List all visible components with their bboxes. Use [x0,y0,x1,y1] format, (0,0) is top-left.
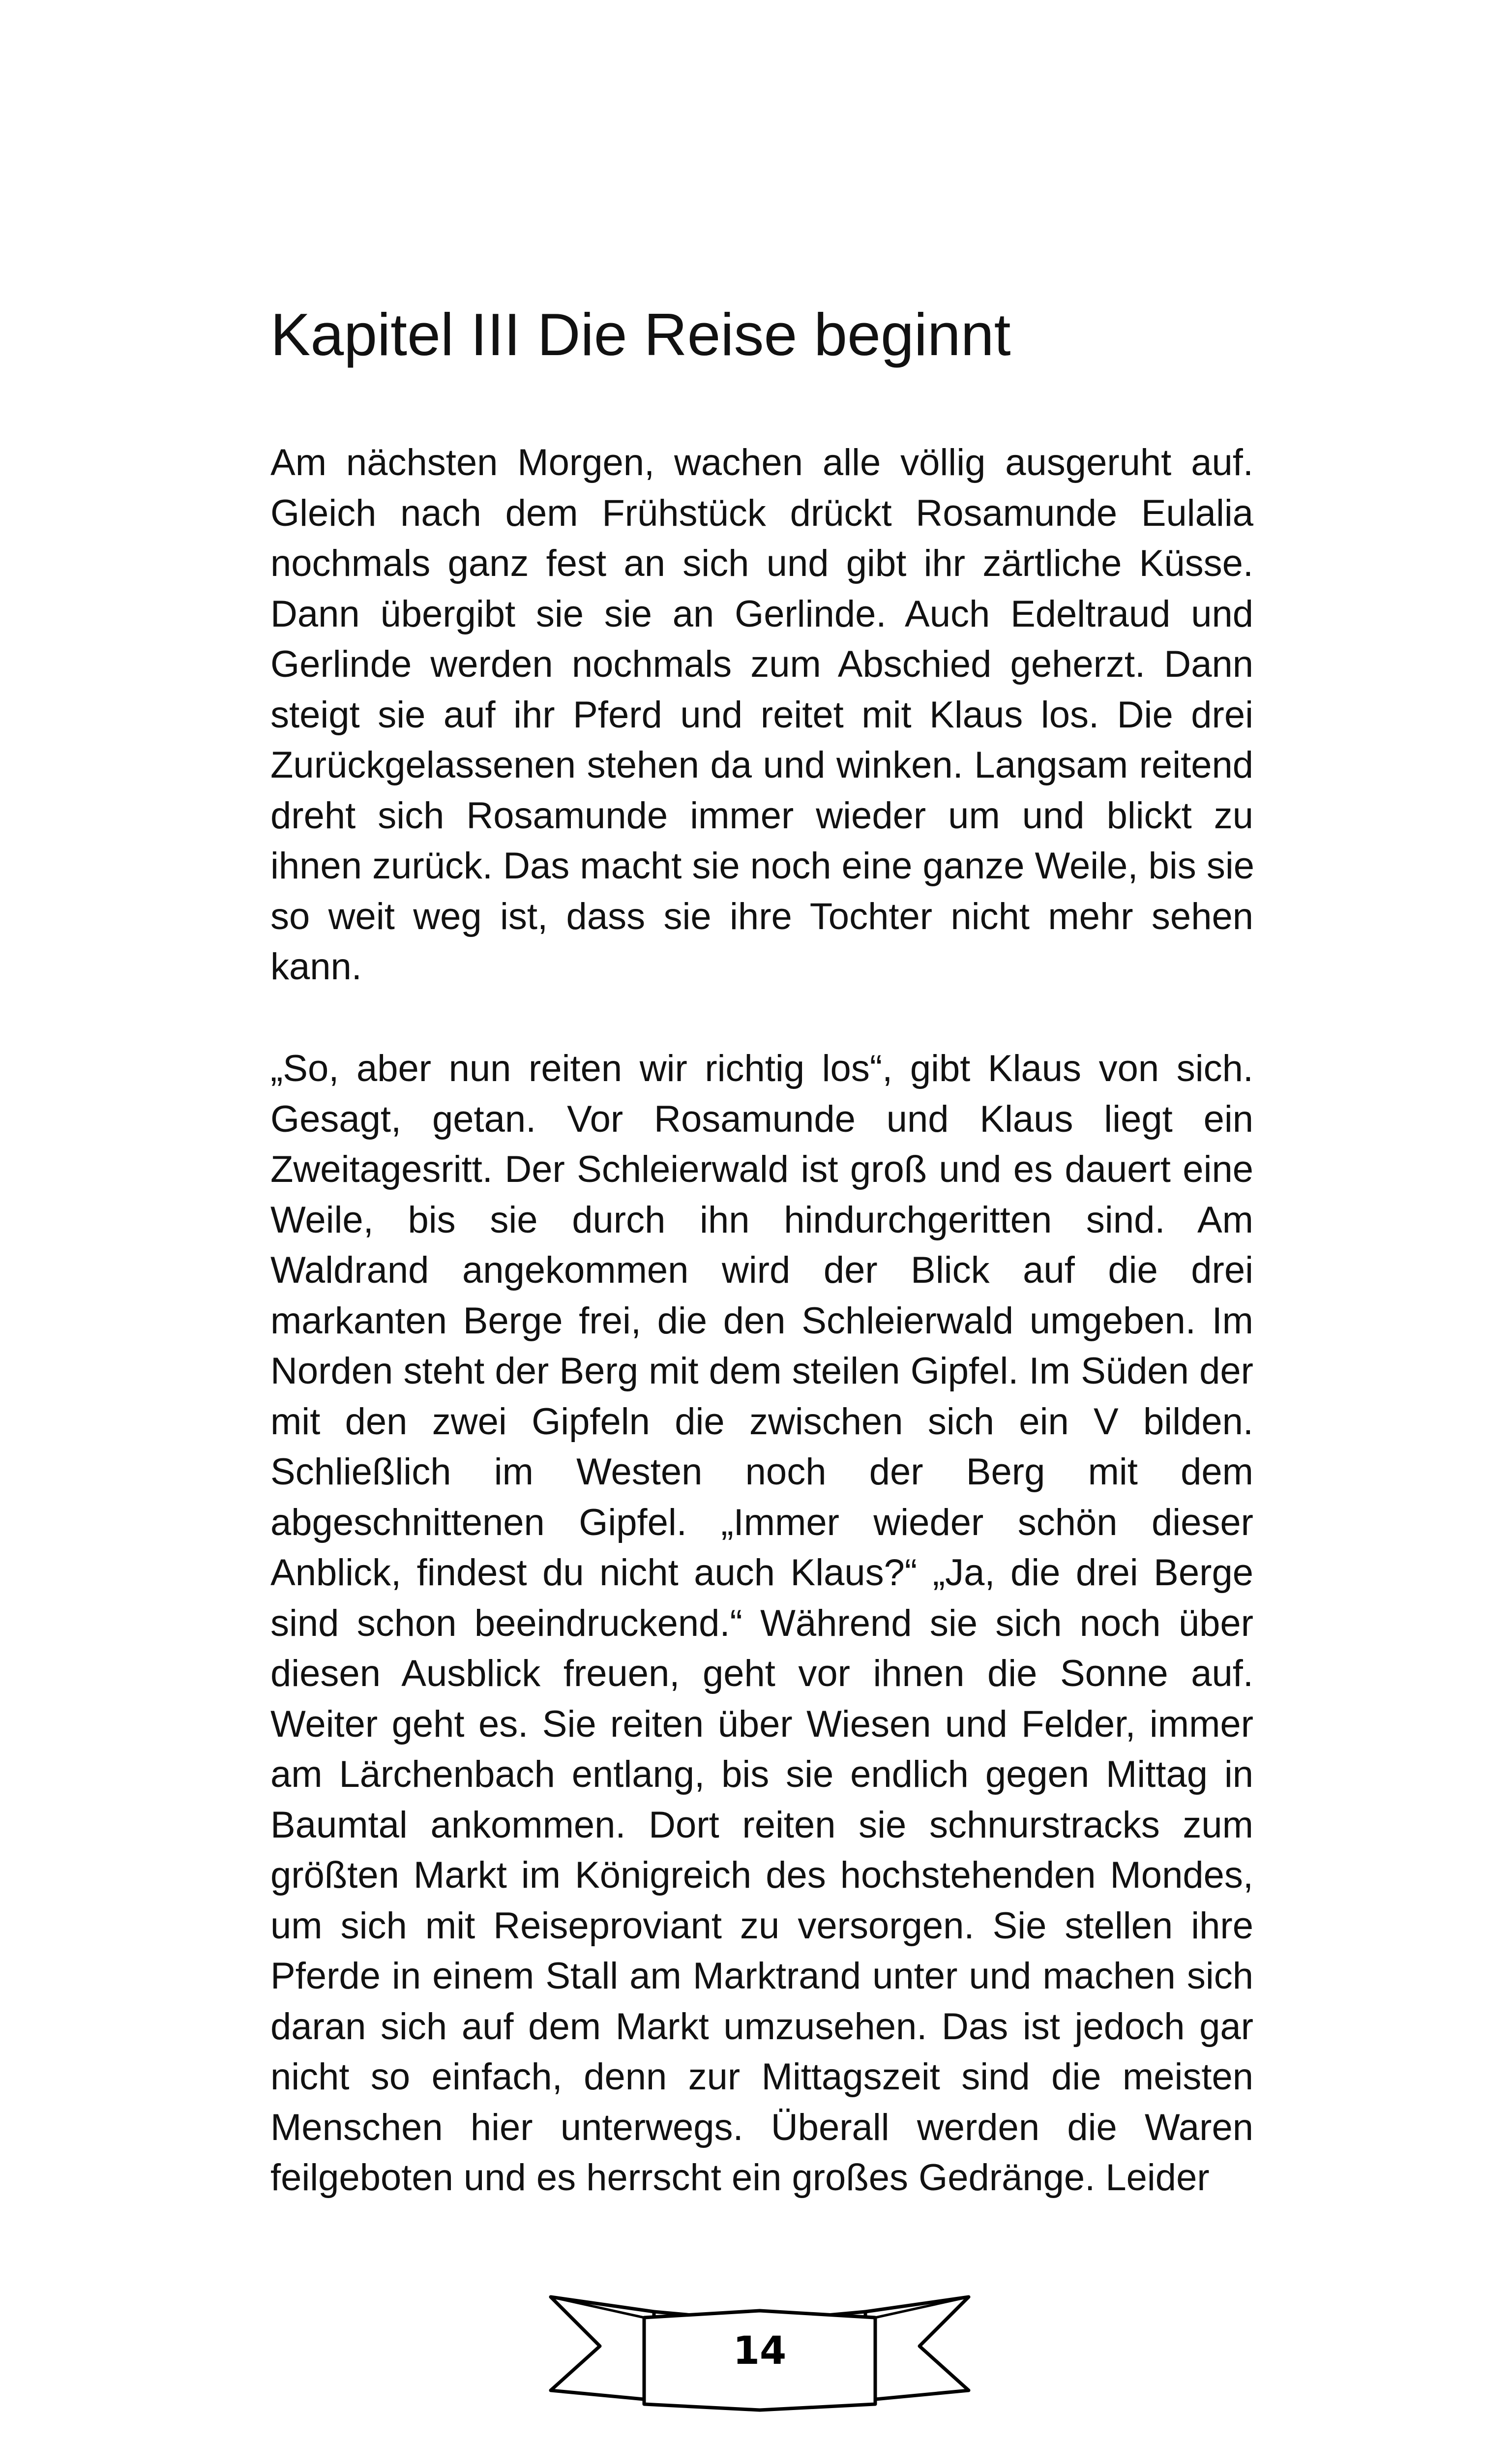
chapter-title: Kapitel III Die Reise beginnt [270,301,1011,368]
text-line: Gesagt, getan. Vor Rosamunde und Klaus liegt ein [270,1098,1253,1140]
text-line: Schließlich im Westen noch der Berg mit dem [270,1451,1253,1493]
text-line: Baumtal ankommen. Dort reiten sie schnurstracks zum [270,1804,1253,1846]
text-line: mit den zwei Gipfeln die zwischen sich ein V bilden. [270,1400,1253,1443]
text-line: Gleich nach dem Frühstück drückt Rosamunde Eulalia [270,492,1253,534]
text-line: markanten Berge frei, die den Schleierwald umgeben. Im [270,1299,1253,1342]
page-number: 14 [733,2329,787,2373]
text-line: kann. [270,946,362,988]
text-line: Gerlinde werden nochmals zum Abschied geherzt. Dann [270,643,1253,685]
text-line: am Lärchenbach entlang, bis sie endlich gegen Mittag in [270,1753,1253,1795]
text-line: abgeschnittenen Gipfel. „Immer wieder schön dieser [270,1501,1253,1543]
text-line: so weit weg ist, dass sie ihre Tochter nicht mehr sehen [270,895,1253,937]
text-line: nicht so einfach, denn zur Mittagszeit sind die meisten [270,2056,1253,2098]
text-line: um sich mit Reiseproviant zu versorgen. Sie stellen ihre [270,1904,1253,1947]
text-line: größten Markt im Königreich des hochstehenden Mondes, [270,1854,1253,1896]
text-line: Waldrand angekommen wird der Blick auf die drei [270,1249,1253,1291]
text-line: Dann übergibt sie sie an Gerlinde. Auch Edeltraud und [270,593,1253,635]
text-line: nochmals ganz fest an sich und gibt ihr zärtliche Küsse. [270,543,1253,584]
text-line: dreht sich Rosamunde immer wieder um und blickt zu [270,794,1253,837]
text-line: Zurückgelassenen stehen da und winken. Langsam reitend [270,744,1253,786]
text-line: „So, aber nun reiten wir richtig los“, gibt Klaus von sich. [270,1048,1253,1089]
paragraph-2 [270,1044,1253,2203]
text-line: Zweitagesritt. Der Schleierwald ist groß und es dauert eine [270,1148,1253,1190]
text-line: Am nächsten Morgen, wachen alle völlig ausgeruht auf. [270,442,1253,483]
text-line: diesen Ausblick freuen, geht vor ihnen die Sonne auf. [270,1653,1253,1694]
text-line: daran sich auf dem Markt umzusehen. Das ist jedoch gar [270,2005,1253,2048]
text-line: Norden steht der Berg mit dem steilen Gipfel. Im Süden der [270,1350,1253,1392]
text-line: steigt sie auf ihr Pferd und reitet mit Klaus los. Die drei [270,694,1253,736]
text-line: Weile, bis sie durch ihn hindurchgeritten sind. Am [270,1199,1253,1241]
text-line: Anblick, findest du nicht auch Klaus?“ „Ja, die drei Berge [270,1552,1253,1594]
text-line: Weiter geht es. Sie reiten über Wiesen und Felder, immer [270,1703,1253,1745]
text-line: Menschen hier unterwegs. Überall werden die Waren [270,2106,1253,2148]
text-line: feilgeboten und es herrscht ein großes Gedränge. Leider [270,2157,1210,2199]
text-line: Pferde in einem Stall am Marktrand unter und machen sich [270,1955,1253,1997]
paragraph-1 [270,438,1253,993]
text-line: sind schon beeindruckend.“ Während sie sich noch über [270,1602,1253,1644]
text-line: ihnen zurück. Das macht sie noch eine ganze Weile, bis sie [270,845,1254,887]
